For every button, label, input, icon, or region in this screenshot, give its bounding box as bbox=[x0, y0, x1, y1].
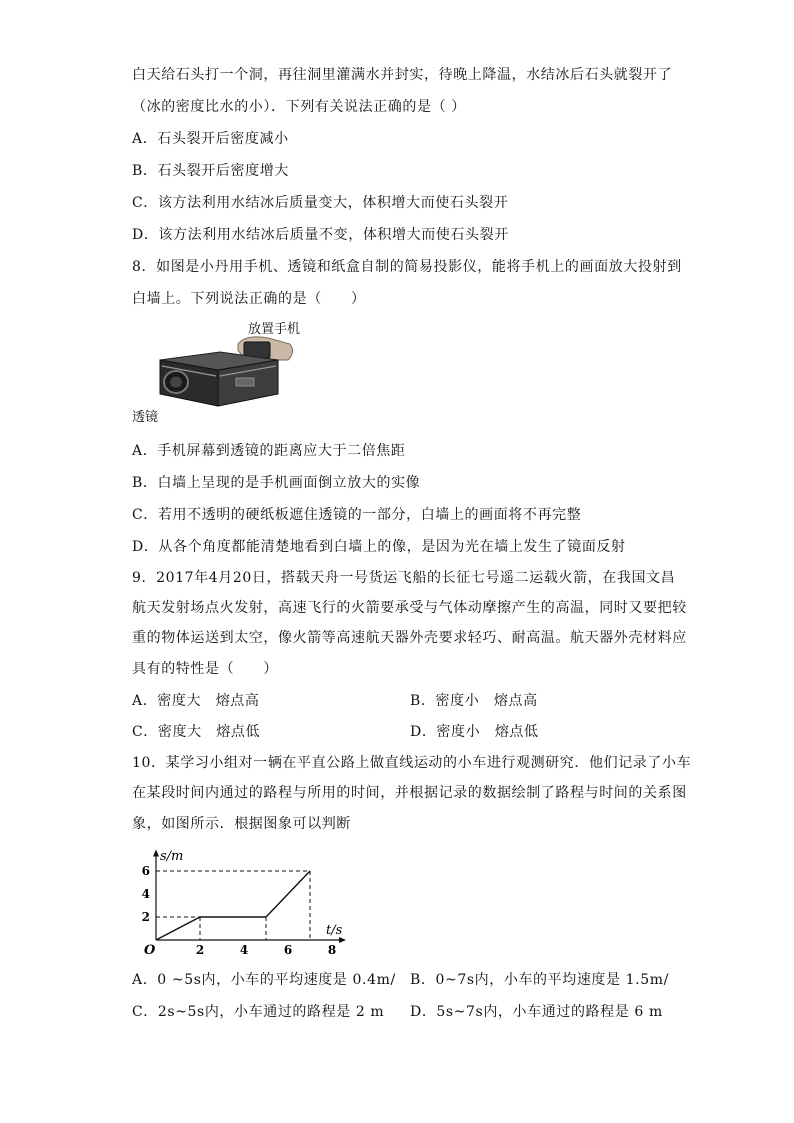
x-tick-label: 2 bbox=[195, 943, 205, 957]
y-tick-label: 2 bbox=[141, 910, 150, 924]
y-axis-arrow bbox=[153, 850, 159, 857]
figure-label-phone: 放置手机 bbox=[248, 322, 301, 337]
q7-stem-line2: （冰的密度比水的小）．下列有关说法正确的是（ ） bbox=[132, 99, 466, 115]
q10-option-a: A．0 ~5s内，小车的平均速度是 0.4m/ bbox=[132, 972, 396, 988]
x-tick-label: 4 bbox=[239, 943, 249, 957]
q9-stem-line3: 重的物体运送到太空，像火箭等高速航天器外壳要求轻巧、耐高温。航天器外壳材料应 bbox=[132, 630, 687, 646]
q9-option-d: D．密度小 熔点低 bbox=[410, 724, 539, 740]
q7-option-b: B．石头裂开后密度增大 bbox=[132, 163, 289, 179]
q7-stem-line1: 白天给石头打一个洞，再往洞里灌满水并封实，待晚上降温，水结冰后石头就裂开了 bbox=[132, 67, 673, 83]
q10-option-c: C．2s~5s内，小车通过的路程是 2 m bbox=[132, 1004, 385, 1020]
series-line bbox=[156, 871, 310, 940]
q10-stem-line2: 在某段时间内通过的路程与所用的时间，并根据记录的数据绘制了路程与时间的关系图 bbox=[132, 785, 687, 801]
q8-stem-line2: 白墙上。下列说法正确的是（ ） bbox=[132, 291, 366, 307]
q9-option-b: B．密度小 熔点高 bbox=[410, 693, 538, 709]
y-tick-label: 4 bbox=[141, 887, 150, 901]
q8-option-b: B．白墙上呈现的是手机画面倒立放大的实像 bbox=[132, 475, 421, 491]
q7-option-a: A．石头裂开后密度减小 bbox=[132, 131, 289, 147]
q9-stem-line1: 9．2017年4月20日，搭载天舟一号货运飞船的长征七号遥二运载火箭，在我国文昌 bbox=[132, 570, 676, 586]
q9-option-a: A．密度大 熔点高 bbox=[132, 693, 260, 709]
x-tick-label: 8 bbox=[327, 943, 337, 957]
y-axis-label: s/m bbox=[160, 849, 184, 864]
figure-label-lens: 透镜 bbox=[132, 410, 159, 425]
q7-option-c: C．该方法利用水结冰后质量变大，体积增大而使石头裂开 bbox=[132, 195, 509, 211]
q8-option-a: A．手机屏幕到透镜的距离应大于二倍焦距 bbox=[132, 443, 406, 459]
q7-option-d: D．该方法利用水结冰后质量不变，体积增大而使石头裂开 bbox=[132, 227, 509, 243]
y-tick-label: 6 bbox=[141, 864, 150, 878]
q8-option-d: D．从各个角度都能清楚地看到白墙上的像，是因为光在墙上发生了镜面反射 bbox=[132, 539, 626, 555]
q10-option-b: B．0~7s内，小车的平均速度是 1.5m/ bbox=[410, 972, 669, 988]
projector-image bbox=[150, 330, 300, 412]
q10-stem-line1: 10．某学习小组对一辆在平直公路上做直线运动的小车进行观测研究．他们记录了小车 bbox=[132, 755, 692, 771]
distance-time-chart bbox=[140, 842, 360, 964]
q8-stem-line1: 8．如图是小丹用手机、透镜和纸盒自制的简易投影仪，能将手机上的画面放大投射到 bbox=[132, 259, 682, 275]
q10-option-d: D．5s~7s内，小车通过的路程是 6 m bbox=[410, 1004, 663, 1020]
origin-label: O bbox=[144, 943, 156, 958]
x-tick-label: 6 bbox=[283, 943, 293, 957]
q10-stem-line3: 象，如图所示．根据图象可以判断 bbox=[132, 816, 351, 832]
q9-stem-line2: 航天发射场点火发射，高速飞行的火箭要承受与气体动摩擦产生的高温，同时又要把较 bbox=[132, 600, 687, 616]
q9-stem-line4: 具有的特性是（ ） bbox=[132, 661, 278, 677]
x-axis-label: t/s bbox=[326, 923, 343, 938]
q9-option-c: C．密度大 熔点低 bbox=[132, 724, 261, 740]
q8-option-c: C．若用不透明的硬纸板遮住透镜的一部分，白墙上的画面将不再完整 bbox=[132, 507, 582, 523]
